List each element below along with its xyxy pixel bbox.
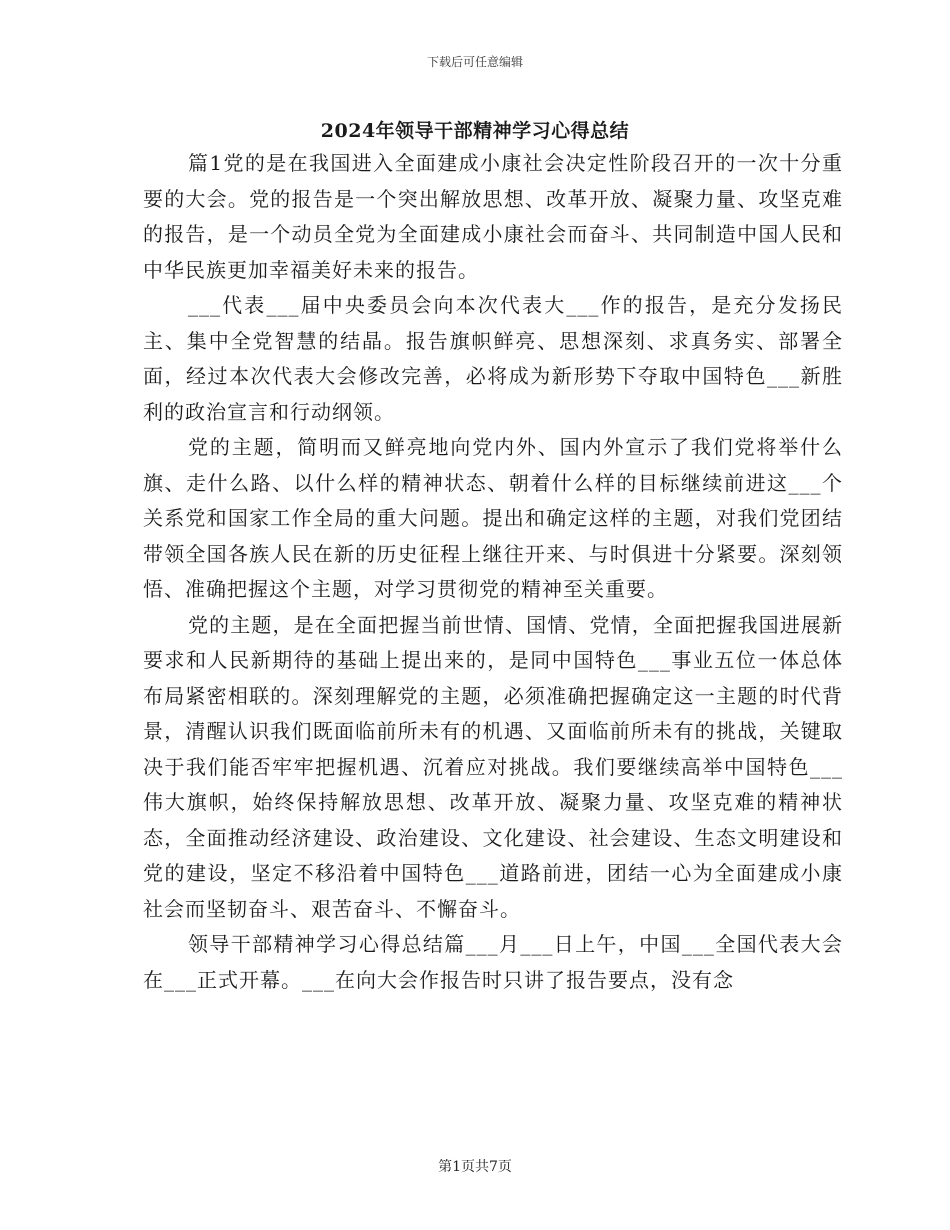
page-footer: 第1页共7页 xyxy=(438,1159,512,1175)
paragraph-5: 领导干部精神学习心得总结篇___月___日上午，中国___全国代表大会在___正式开幕。___在向大会作报告时只讲了报告要点，没有念 xyxy=(143,932,843,992)
document-title: 2024年领导干部精神学习心得总结 xyxy=(320,120,630,142)
header-note: 下载后可任意编辑 xyxy=(426,55,523,69)
paragraph-1: 篇1党的是在我国进入全面建成小康社会决定性阶段召开的一次十分重要的大会。党的报告是一个突出解放思想、改革开放、凝聚力量、攻坚克难的报告，是一个动员全党为全面建成小康社会而奋斗、共同制造中国人民和中华民族更加幸福美好未来的报告。 xyxy=(143,151,843,282)
paragraph-3: 党的主题，简明而又鲜亮地向党内外、国内外宣示了我们党将举什么旗、走什么路、以什么样的精神状态、朝着什么样的目标继续前进这___个关系党和国家工作全局的重大问题。提出和确定这样的主题，对我们党团结带领全国各族人民在新的历史征程上继往开来、与时俱进十分紧要。深刻领悟、准确把握这个主题，对学习贯彻党的精神至关重要。 xyxy=(143,435,843,601)
paragraph-4: 党的主题，是在全面把握当前世情、国情、党情，全面把握我国进展新要求和人民新期待的基础上提出来的，是同中国特色___事业五位一体总体布局紧密相联的。深刻理解党的主题，必须准确把握确定这一主题的时代背景，清醒认识我们既面临前所未有的机遇、又面临前所未有的挑战，关键取决于我们能否牢牢把握机遇、沉着应对挑战。我们要继续高举中国特色___伟大旗帜，始终保持解放思想、改革开放、凝聚力量、攻坚克难的精神状态，全面推动经济建设、政治建设、文化建设、社会建设、生态文明建设和党的建设，坚定不移沿着中国特色___道路前进，团结一心为全面建成小康社会而坚韧奋斗、艰苦奋斗、不懈奋斗。 xyxy=(143,612,843,921)
paragraph-2: ___代表___届中央委员会向本次代表大___作的报告，是充分发扬民主、集中全党智慧的结晶。报告旗帜鲜亮、思想深刻、求真务实、部署全面，经过本次代表大会修改完善，必将成为新形势下夺取中国特色___新胜利的政治宣言和行动纲领。 xyxy=(143,293,843,424)
document-body xyxy=(143,146,843,998)
